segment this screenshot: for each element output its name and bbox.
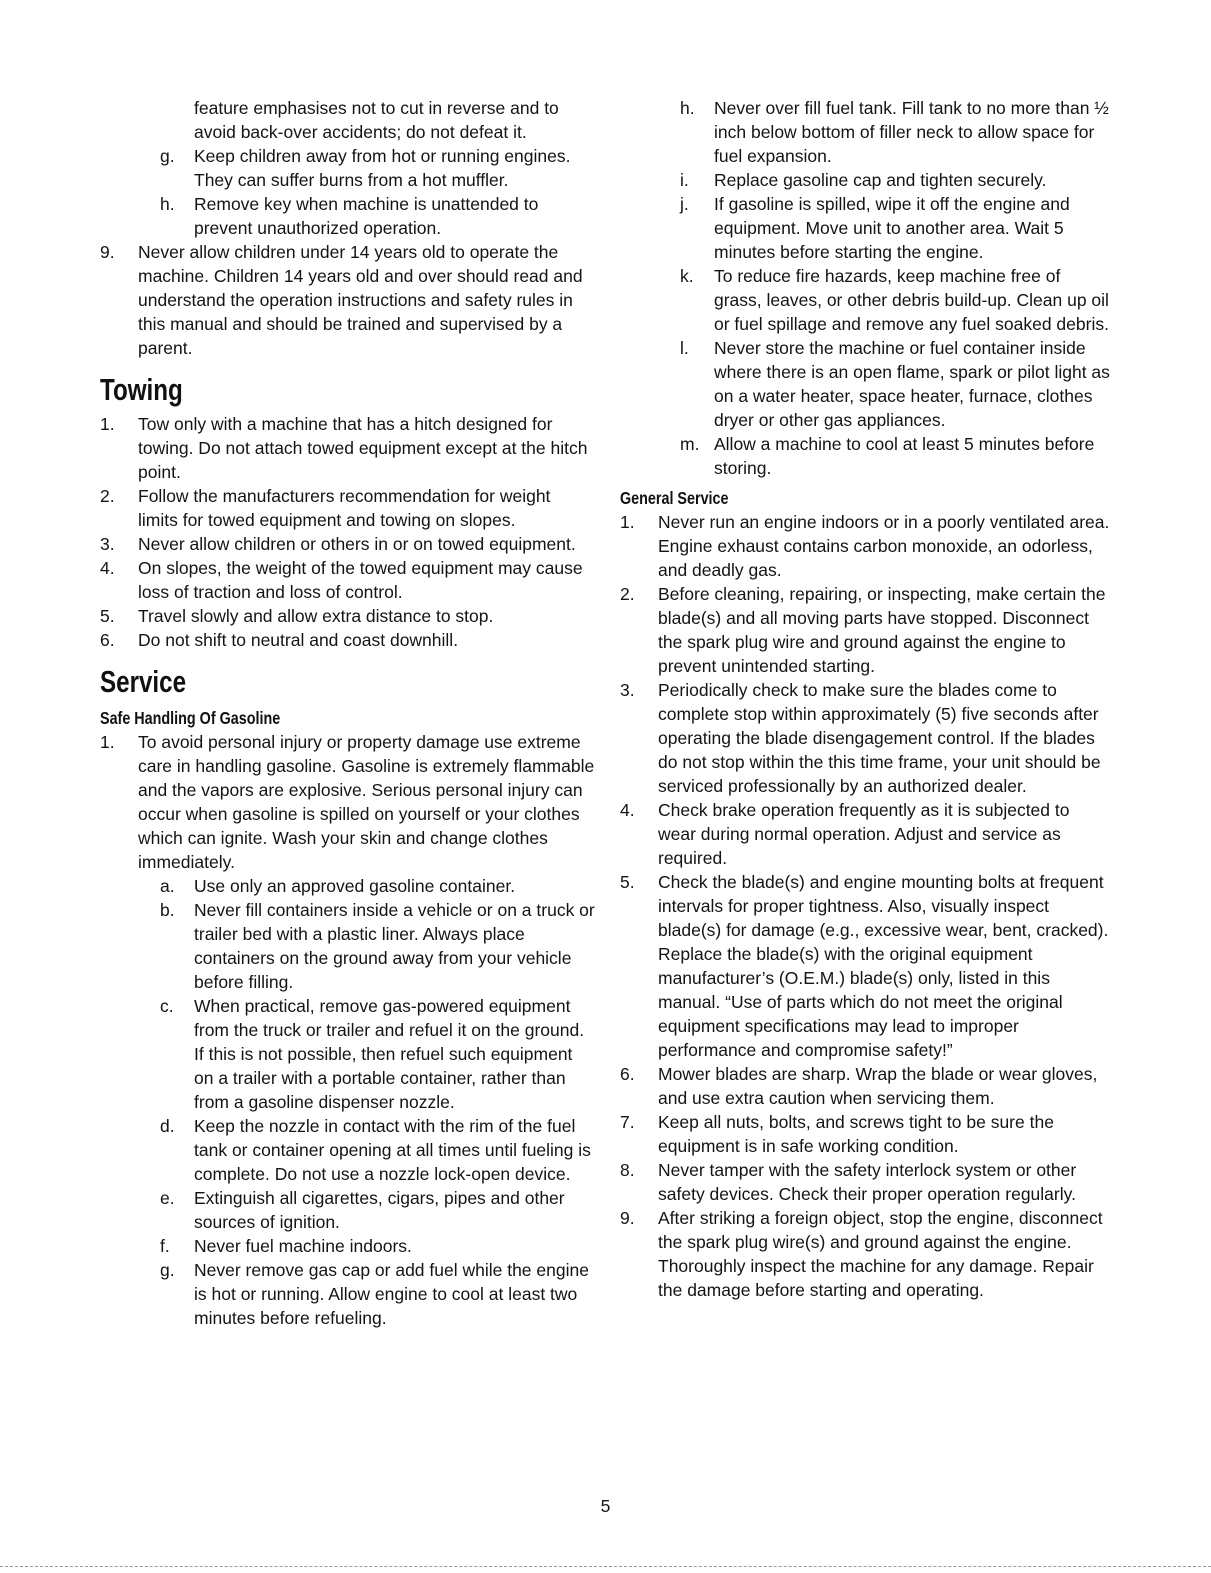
list-marker: 4.: [620, 800, 635, 820]
list-item: [620, 1062, 1110, 1110]
list-item: [620, 432, 1110, 480]
list-item: [100, 730, 595, 874]
list-text: Never allow children or others in or on towed equipment.: [138, 534, 576, 554]
list-text: Check the blade(s) and engine mounting bolts at frequent intervals for proper tightness. Also, visually inspect blade(s) for damage (e.g., excessive wear, bent, cracked). Replace the blade(s) with the original equipment manufacturer’s (O.E.M.) blade(s) only, listed in this manual. “Use of parts which do not meet the original equipment specifications may lead to improper performance and compromise safety!”: [658, 872, 1109, 1060]
list-item: [620, 870, 1110, 1062]
list-marker: 2.: [620, 584, 635, 604]
list-marker: 4.: [100, 558, 115, 578]
bottom-divider: [0, 1566, 1211, 1567]
right-column: [620, 96, 1110, 1302]
list-text: Never remove gas cap or add fuel while the engine is hot or running. Allow engine to cool at least two minutes before refueling.: [194, 1260, 589, 1328]
list-text: To reduce fire hazards, keep machine free of grass, leaves, or other debris build-up. Clean up oil or fuel spillage and remove any fuel soaked debris.: [714, 266, 1109, 334]
list-text: Travel slowly and allow extra distance to stop.: [138, 606, 494, 626]
list-marker: j.: [680, 194, 689, 214]
continued-text: feature emphasises not to cut in reverse and to avoid back-over accidents; do not defeat it.: [194, 98, 559, 142]
list-text: Before cleaning, repairing, or inspecting, make certain the blade(s) and all moving parts have stopped. Disconnect the spark plug wire and ground against the engine to prevent unintended starting.: [658, 584, 1106, 676]
list-text: Keep children away from hot or running engines. They can suffer burns from a hot muffler.: [194, 146, 571, 190]
list-item: [100, 898, 595, 994]
list-marker: m.: [680, 434, 700, 454]
list-marker: d.: [160, 1116, 175, 1136]
list-marker: 5.: [620, 872, 635, 892]
list-text: Never fuel machine indoors.: [194, 1236, 412, 1256]
list-text: Mower blades are sharp. Wrap the blade or wear gloves, and use extra caution when servicing them.: [658, 1064, 1098, 1108]
list-item: [620, 582, 1110, 678]
left-column: [100, 96, 595, 1330]
list-text: Never over fill fuel tank. Fill tank to no more than ½ inch below bottom of filler neck to allow space for fuel expansion.: [714, 98, 1109, 166]
list-marker: 6.: [620, 1064, 635, 1084]
general-service-subheading: General Service: [620, 488, 729, 508]
list-marker: 2.: [100, 486, 115, 506]
list-text: When practical, remove gas-powered equipment from the truck or trailer and refuel it on the ground. If this is not possible, then refuel such equipment on a trailer with a portable container, rather than from a gasoline dispenser nozzle.: [194, 996, 585, 1112]
list-marker: h.: [160, 194, 175, 214]
list-marker: 3.: [100, 534, 115, 554]
list-text: On slopes, the weight of the towed equipment may cause loss of traction and loss of control.: [138, 558, 583, 602]
list-marker: 1.: [100, 414, 115, 434]
service-heading: Service: [100, 664, 187, 699]
list-marker: g.: [160, 146, 175, 166]
list-marker: a.: [160, 876, 175, 896]
list-item: [620, 1110, 1110, 1158]
list-marker: g.: [160, 1260, 175, 1280]
list-text: Follow the manufacturers recommendation for weight limits for towed equipment and towing on slopes.: [138, 486, 551, 530]
list-text: Tow only with a machine that has a hitch designed for towing. Do not attach towed equipment except at the hitch point.: [138, 414, 588, 482]
towing-heading: Towing: [100, 372, 183, 407]
list-item: [620, 1158, 1110, 1206]
list-item: [100, 1258, 595, 1330]
list-item: [100, 556, 595, 604]
list-item: [620, 96, 1110, 168]
list-marker: l.: [680, 338, 689, 358]
list-text: Do not shift to neutral and coast downhill.: [138, 630, 459, 650]
list-marker: k.: [680, 266, 694, 286]
list-item: [100, 240, 595, 360]
list-marker: 9.: [100, 242, 115, 262]
list-item: [620, 678, 1110, 798]
list-text: Remove key when machine is unattended to prevent unauthorized operation.: [194, 194, 539, 238]
list-item: [100, 1234, 595, 1258]
list-text: Replace gasoline cap and tighten securely.: [714, 170, 1047, 190]
list-marker: c.: [160, 996, 174, 1016]
safe-handling-subheading: Safe Handling Of Gasoline: [100, 708, 281, 728]
list-item: [100, 144, 595, 192]
list-marker: 9.: [620, 1208, 635, 1228]
list-text: Extinguish all cigarettes, cigars, pipes and other sources of ignition.: [194, 1188, 565, 1232]
list-marker: b.: [160, 900, 175, 920]
list-marker: f.: [160, 1236, 170, 1256]
list-marker: 7.: [620, 1112, 635, 1132]
list-text: Never fill containers inside a vehicle or on a truck or trailer bed with a plastic liner. Always place containers on the ground away from your vehicle before filling.: [194, 900, 595, 992]
list-item: [620, 192, 1110, 264]
list-item: [620, 336, 1110, 432]
list-marker: i.: [680, 170, 689, 190]
list-text: After striking a foreign object, stop the engine, disconnect the spark plug wire(s) and ground against the engine. Thoroughly inspect the machine for any damage. Repair the damage before starting and operating.: [658, 1208, 1103, 1300]
list-text: Check brake operation frequently as it is subjected to wear during normal operation. Adjust and service as required.: [658, 800, 1070, 868]
list-text: Never run an engine indoors or in a poorly ventilated area. Engine exhaust contains carbon monoxide, an odorless, and deadly gas.: [658, 512, 1110, 580]
list-text: Never store the machine or fuel container inside where there is an open flame, spark or pilot light as on a water heater, space heater, furnace, clothes dryer or other gas appliances.: [714, 338, 1110, 430]
list-marker: 8.: [620, 1160, 635, 1180]
list-item: [100, 1186, 595, 1234]
list-marker: 1.: [100, 732, 115, 752]
list-item: [100, 532, 595, 556]
list-marker: 5.: [100, 606, 115, 626]
list-item: [620, 798, 1110, 870]
list-text: Keep all nuts, bolts, and screws tight to be sure the equipment is in safe working condition.: [658, 1112, 1054, 1156]
list-text: Periodically check to make sure the blades come to complete stop within approximately (5) five seconds after operating the blade disengagement control. If the blades do not stop within the this time frame, your unit should be serviced professionally by an authorized dealer.: [658, 680, 1101, 796]
list-text: Use only an approved gasoline container.: [194, 876, 516, 896]
list-marker: 3.: [620, 680, 635, 700]
list-text: Keep the nozzle in contact with the rim of the fuel tank or container opening at all times until fueling is complete. Do not use a nozzle lock-open device.: [194, 1116, 591, 1184]
list-marker: 1.: [620, 512, 635, 532]
list-marker: e.: [160, 1188, 175, 1208]
page-number: 5: [600, 1496, 611, 1516]
list-marker: 6.: [100, 630, 115, 650]
list-item: [100, 874, 595, 898]
list-text: To avoid personal injury or property damage use extreme care in handling gasoline. Gasoline is extremely flammable and the vapors are explosive. Serious personal injury can occur when gasoline is spilled on yourself or your clothes which can ignite. Wash your skin and change clothes immediately.: [138, 732, 595, 872]
list-item: [100, 1114, 595, 1186]
list-item: [100, 192, 595, 240]
list-text: Never tamper with the safety interlock system or other safety devices. Check their proper operation regularly.: [658, 1160, 1077, 1204]
list-text: If gasoline is spilled, wipe it off the engine and equipment. Move unit to another area. Wait 5 minutes before starting the engine.: [714, 194, 1070, 262]
list-item: [620, 168, 1110, 192]
list-item: [620, 264, 1110, 336]
list-item: [620, 1206, 1110, 1302]
list-text: Never allow children under 14 years old to operate the machine. Children 14 years old and over should read and understand the operation instructions and safety rules in this manual and should be trained and supervised by a parent.: [138, 242, 583, 358]
list-item: [100, 484, 595, 532]
list-marker: h.: [680, 98, 695, 118]
list-item: [100, 412, 595, 484]
list-item: [100, 628, 595, 652]
list-text: Allow a machine to cool at least 5 minutes before storing.: [714, 434, 1095, 478]
list-item: [620, 510, 1110, 582]
list-item: [100, 994, 595, 1114]
list-item: [100, 604, 595, 628]
